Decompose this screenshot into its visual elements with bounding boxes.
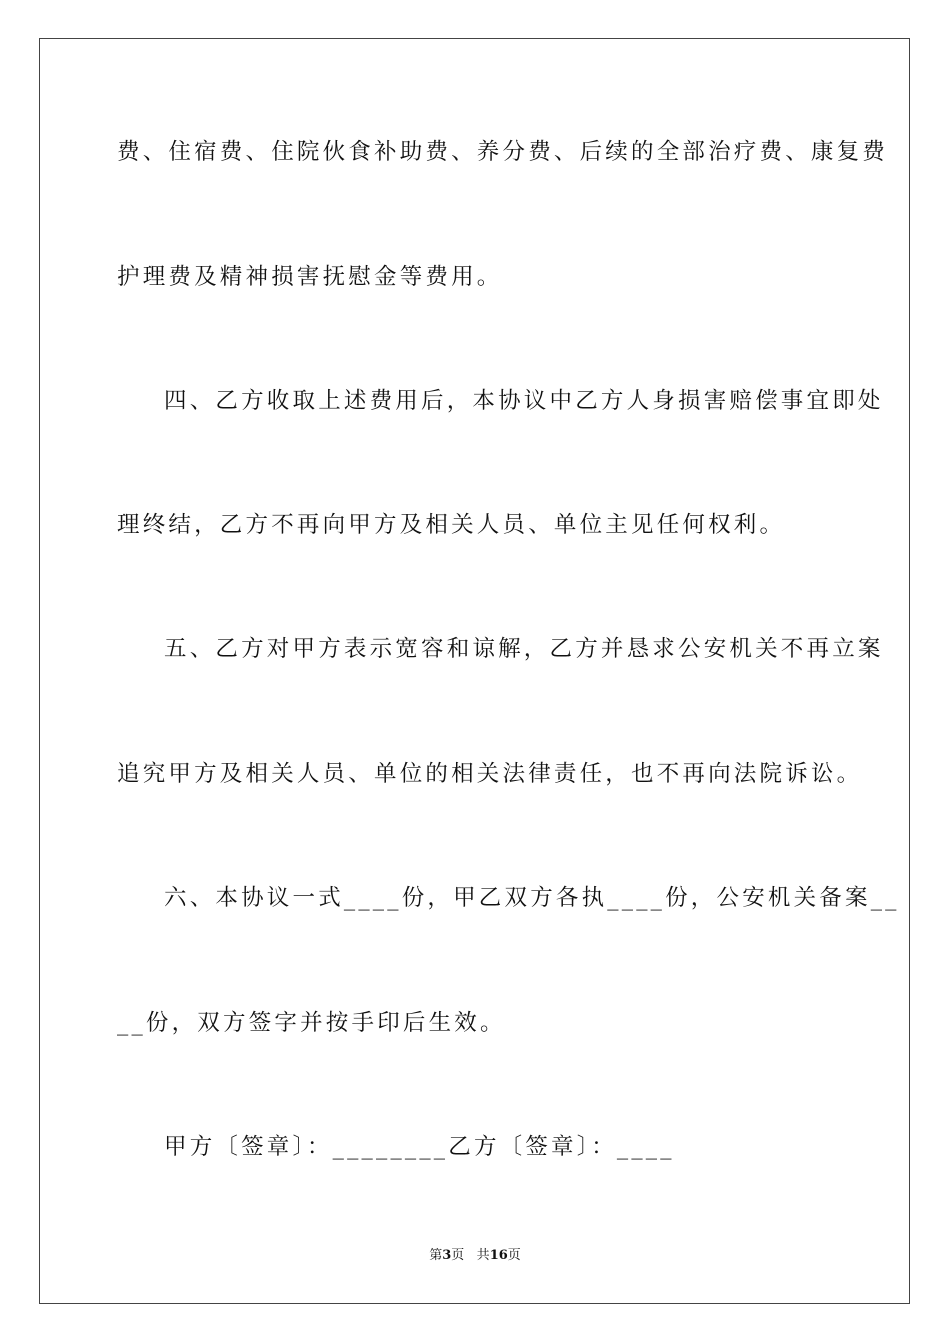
total-prefix: 共 xyxy=(476,1248,490,1263)
signature-line: 甲方〔签章〕：________乙方〔签章〕：____ xyxy=(164,1134,675,1160)
total-page-count: 16 xyxy=(489,1248,508,1263)
page-number-footer xyxy=(0,1247,950,1265)
clause-6-line-1: 六、本协议一式____份，甲乙双方各执____份，公安机关备案__ xyxy=(164,885,900,911)
paragraph-3-line-2: 护理费及精神损害抚慰金等费用。 xyxy=(117,264,503,290)
clause-4-line-2: 理终结，乙方不再向甲方及相关人员、单位主见任何权利。 xyxy=(117,512,786,538)
clause-6-line-2: __份，双方签字并按手印后生效。 xyxy=(117,1010,506,1036)
paragraph-3-line-1: 费、住宿费、住院伙食补助费、养分费、后续的全部治疗费、康复费 xyxy=(117,139,889,165)
clause-4-line-1: 四、乙方收取上述费用后，本协议中乙方人身损害赔偿事宜即处 xyxy=(164,388,884,414)
page-prefix: 第 xyxy=(429,1248,443,1263)
clause-5-line-2: 追究甲方及相关人员、单位的相关法律责任，也不再向法院诉讼。 xyxy=(117,761,863,787)
current-page-number: 3 xyxy=(442,1248,452,1263)
clause-5-line-1: 五、乙方对甲方表示宽容和谅解，乙方并恳求公安机关不再立案 xyxy=(164,636,884,662)
page-border xyxy=(39,38,910,1304)
page-unit: 页 xyxy=(451,1248,465,1263)
total-unit: 页 xyxy=(507,1248,521,1263)
